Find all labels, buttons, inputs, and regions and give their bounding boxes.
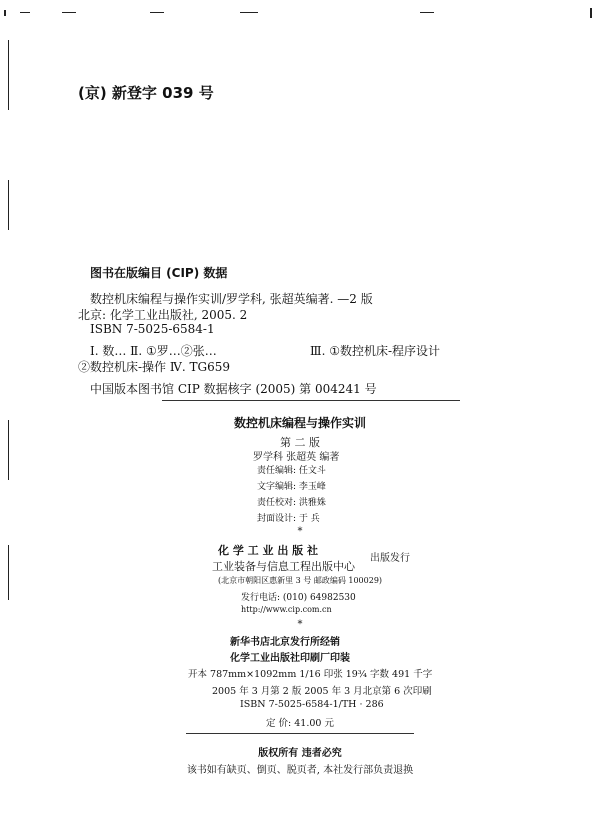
scan-artifact-left: [8, 180, 9, 230]
cip-subject-line: Ⅲ. ①数控机床-程序设计: [310, 344, 441, 358]
cip-title-line: 数控机床编程与操作实训/罗学科, 张超英编著. —2 版: [90, 292, 373, 306]
distributor: 新华书店北京发行所经销: [230, 637, 340, 648]
book-edition: 第 二 版: [280, 436, 320, 449]
cip-subject-line: ②数控机床-操作 Ⅳ. TG659: [78, 360, 230, 374]
book-title: 数控机床编程与操作实训: [233, 416, 366, 430]
cover-designer: 封面设计: 于 兵: [257, 514, 320, 524]
publisher-website: http://www.cip.com.cn: [241, 605, 332, 614]
publisher-division: 工业装备与信息工程出版中心: [212, 560, 355, 573]
scan-artifact-top: [4, 10, 6, 16]
price: 定 价: 41.00 元: [266, 718, 334, 729]
cip-core-number: 中国版本图书馆 CIP 数据核字 (2005) 第 004241 号: [90, 382, 377, 396]
cip-subject-line: Ⅰ. 数… Ⅱ. ①罗…②张…: [90, 344, 217, 358]
separator-star: *: [297, 526, 303, 537]
return-policy: 该书如有缺页、倒页、脱页者, 本社发行部负责退换: [186, 765, 414, 776]
scan-artifact-left: [8, 40, 9, 110]
scan-artifact-top: [20, 12, 30, 13]
separator-star: *: [297, 619, 303, 630]
publisher-phone: 发行电话: (010) 64982530: [241, 593, 356, 603]
printer: 化学工业出版社印刷厂印装: [230, 653, 350, 664]
book-authors: 罗学科 张超英 编著: [253, 452, 340, 463]
responsible-editor: 责任编辑: 任文斗: [257, 466, 326, 476]
cip-publisher-line: 北京: 化学工业出版社, 2005. 2: [78, 308, 248, 322]
scan-artifact-left: [8, 545, 9, 600]
book-format: 开本 787mm×1092mm 1/16 印张 19¾ 字数 491 千字: [188, 669, 433, 680]
publisher-action: 出版发行: [370, 553, 410, 564]
edition-dates: 2005 年 3 月第 2 版 2005 年 3 月北京第 6 次印刷: [212, 686, 432, 697]
cip-heading: 图书在版编目 (CIP) 数据: [90, 266, 228, 280]
scan-artifact-top: [62, 12, 76, 13]
publisher-name: 化 学 工 业 出 版 社: [218, 544, 318, 557]
registration-number: (京) 新登字 039 号: [78, 84, 214, 102]
scan-artifact-top: [420, 12, 434, 13]
text-editor: 文字编辑: 李玉峰: [257, 482, 326, 492]
isbn-full: ISBN 7-5025-6584-1/TH · 286: [240, 699, 384, 710]
publisher-address: (北京市朝阳区惠新里 3 号 邮政编码 100029): [218, 576, 383, 585]
copyright-notice: 版权所有 违者必究: [258, 748, 342, 759]
scan-artifact-top: [150, 12, 164, 13]
proofreader: 责任校对: 洪雅姝: [257, 498, 326, 508]
scan-artifact-top: [240, 12, 258, 13]
scan-artifact-top: [590, 8, 592, 18]
divider-line: [162, 400, 460, 401]
divider-line: [186, 733, 414, 734]
cip-isbn-line: ISBN 7-5025-6584-1: [90, 322, 215, 336]
